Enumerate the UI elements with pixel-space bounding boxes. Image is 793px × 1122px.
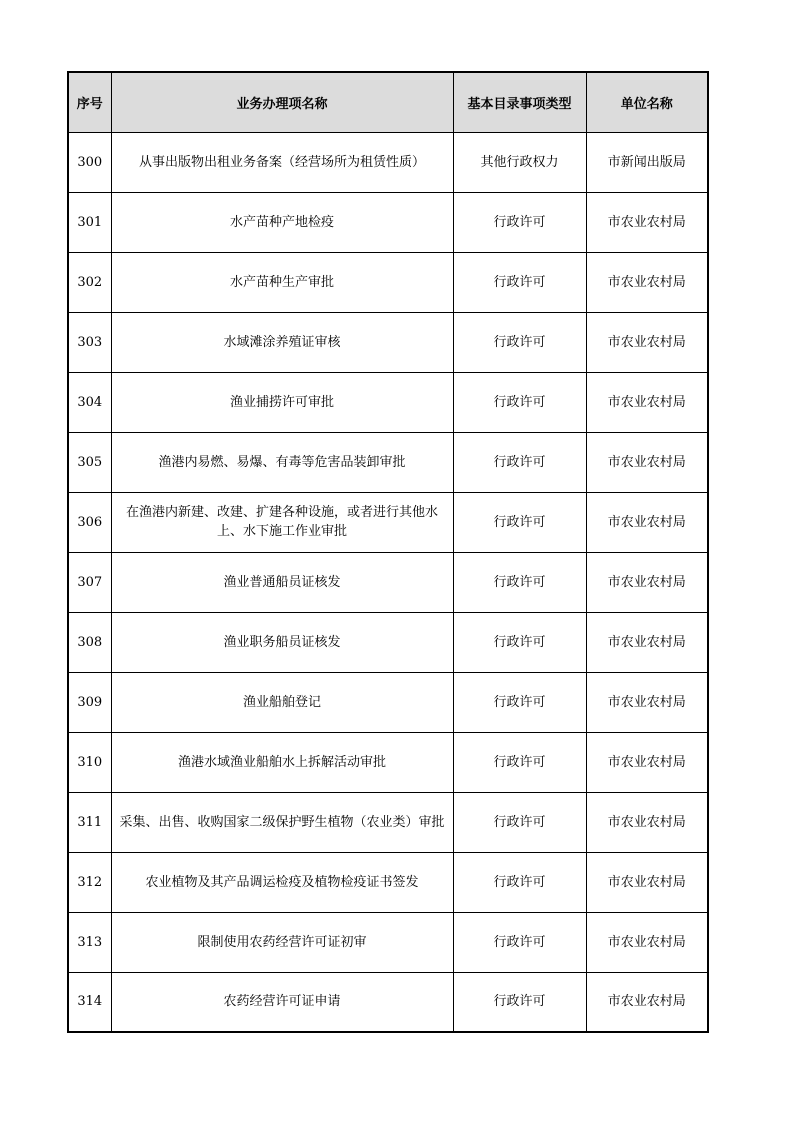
- row-number-cell: 305: [68, 432, 111, 492]
- table-row: [68, 312, 708, 372]
- item-name-cell: 限制使用农药经营许可证初审: [111, 912, 453, 972]
- item-name-cell: 渔业职务船员证核发: [111, 612, 453, 672]
- item-name-cell: 渔业普通船员证核发: [111, 552, 453, 612]
- item-name-cell: 渔港内易燃、易爆、有毒等危害品装卸审批: [111, 432, 453, 492]
- header-unit-name: 单位名称: [586, 72, 708, 132]
- table-row: [68, 252, 708, 312]
- service-items-table: [67, 71, 709, 1033]
- item-name-cell: 渔业船舶登记: [111, 672, 453, 732]
- table-row: [68, 792, 708, 852]
- table-row: [68, 132, 708, 192]
- row-number-cell: 307: [68, 552, 111, 612]
- unit-name-cell: 市新闻出版局: [586, 132, 708, 192]
- row-number-cell: 301: [68, 192, 111, 252]
- header-item-type: 基本目录事项类型: [453, 72, 586, 132]
- item-type-cell: 其他行政权力: [453, 132, 586, 192]
- item-type-cell: 行政许可: [453, 432, 586, 492]
- item-type-cell: 行政许可: [453, 372, 586, 432]
- item-type-cell: 行政许可: [453, 312, 586, 372]
- row-number-cell: 308: [68, 612, 111, 672]
- row-number-cell: 304: [68, 372, 111, 432]
- row-number-cell: 314: [68, 972, 111, 1032]
- item-name-cell: 农业植物及其产品调运检疫及植物检疫证书签发: [111, 852, 453, 912]
- item-name-cell: 在渔港内新建、改建、扩建各种设施，或者进行其他水上、水下施工作业审批: [111, 492, 453, 552]
- unit-name-cell: 市农业农村局: [586, 972, 708, 1032]
- table-header: [68, 72, 708, 132]
- row-number-cell: 300: [68, 132, 111, 192]
- unit-name-cell: 市农业农村局: [586, 252, 708, 312]
- unit-name-cell: 市农业农村局: [586, 732, 708, 792]
- row-number-cell: 302: [68, 252, 111, 312]
- table-row: [68, 912, 708, 972]
- item-type-cell: 行政许可: [453, 732, 586, 792]
- table-row: [68, 432, 708, 492]
- item-type-cell: 行政许可: [453, 192, 586, 252]
- header-row: [68, 72, 708, 132]
- row-number-cell: 312: [68, 852, 111, 912]
- unit-name-cell: 市农业农村局: [586, 192, 708, 252]
- item-name-cell: 水域滩涂养殖证审核: [111, 312, 453, 372]
- row-number-cell: 309: [68, 672, 111, 732]
- unit-name-cell: 市农业农村局: [586, 792, 708, 852]
- row-number-cell: 306: [68, 492, 111, 552]
- row-number-cell: 310: [68, 732, 111, 792]
- item-name-cell: 渔港水域渔业船舶水上拆解活动审批: [111, 732, 453, 792]
- unit-name-cell: 市农业农村局: [586, 612, 708, 672]
- table-row: [68, 552, 708, 612]
- unit-name-cell: 市农业农村局: [586, 912, 708, 972]
- item-type-cell: 行政许可: [453, 492, 586, 552]
- row-number-cell: 313: [68, 912, 111, 972]
- unit-name-cell: 市农业农村局: [586, 492, 708, 552]
- table-row: [68, 492, 708, 552]
- item-name-cell: 渔业捕捞许可审批: [111, 372, 453, 432]
- row-number-cell: 303: [68, 312, 111, 372]
- item-type-cell: 行政许可: [453, 672, 586, 732]
- unit-name-cell: 市农业农村局: [586, 372, 708, 432]
- header-no: 序号: [68, 72, 111, 132]
- item-name-cell: 水产苗种生产审批: [111, 252, 453, 312]
- table-row: [68, 612, 708, 672]
- unit-name-cell: 市农业农村局: [586, 672, 708, 732]
- table-row: [68, 852, 708, 912]
- row-number-cell: 311: [68, 792, 111, 852]
- item-type-cell: 行政许可: [453, 252, 586, 312]
- item-type-cell: 行政许可: [453, 972, 586, 1032]
- header-item-name: 业务办理项名称: [111, 72, 453, 132]
- unit-name-cell: 市农业农村局: [586, 852, 708, 912]
- item-type-cell: 行政许可: [453, 912, 586, 972]
- item-name-cell: 采集、出售、收购国家二级保护野生植物（农业类）审批: [111, 792, 453, 852]
- table-row: [68, 192, 708, 252]
- item-name-cell: 农药经营许可证申请: [111, 972, 453, 1032]
- table-row: [68, 732, 708, 792]
- item-type-cell: 行政许可: [453, 792, 586, 852]
- item-type-cell: 行政许可: [453, 852, 586, 912]
- table-row: [68, 372, 708, 432]
- unit-name-cell: 市农业农村局: [586, 432, 708, 492]
- item-name-cell: 从事出版物出租业务备案（经营场所为租赁性质）: [111, 132, 453, 192]
- item-name-cell: 水产苗种产地检疫: [111, 192, 453, 252]
- unit-name-cell: 市农业农村局: [586, 312, 708, 372]
- item-type-cell: 行政许可: [453, 612, 586, 672]
- table-row: [68, 672, 708, 732]
- item-type-cell: 行政许可: [453, 552, 586, 612]
- unit-name-cell: 市农业农村局: [586, 552, 708, 612]
- table-row: [68, 972, 708, 1032]
- table-body: [68, 132, 708, 1032]
